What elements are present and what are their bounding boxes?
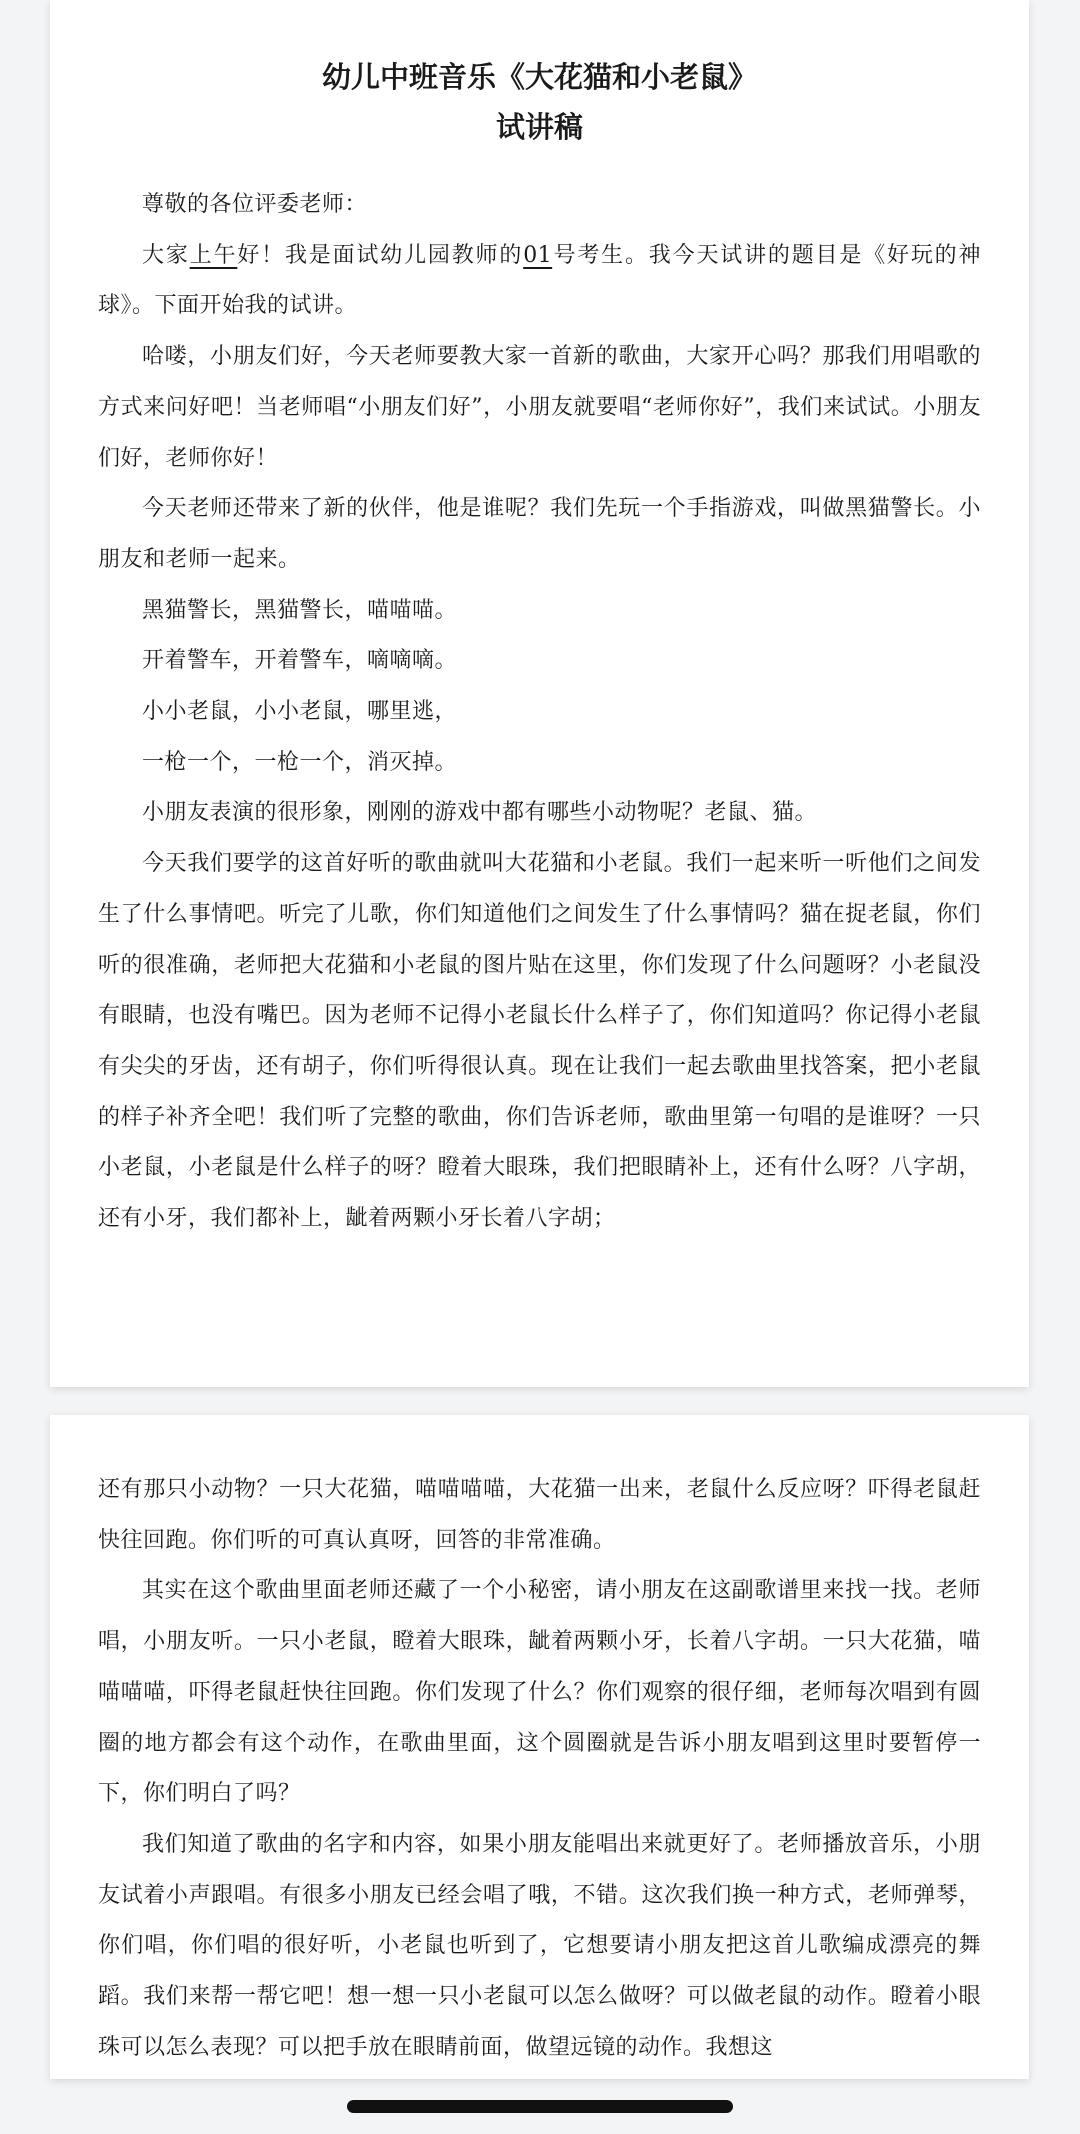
underlined-number: 01 — [523, 242, 553, 268]
rhyme-line-1: 黑猫警长，黑猫警长，喵喵喵。 — [142, 597, 458, 623]
page-1-body — [98, 180, 981, 1245]
paragraph-intro: 大家上午好！我是面试幼儿园教师的01号考生。我今天试讲的题目是《好玩的神球》。下面开始我的试讲。 — [98, 242, 981, 319]
document-page-1 — [50, 0, 1029, 1387]
paragraph-hello: 哈喽，小朋友们好，今天老师要教大家一首新的歌曲，大家开心吗？那我们用唱歌的方式来问好吧！当老师唱“小朋友们好”，小朋友就要唱“老师你好”，我们来试试。小朋友们好，老师你好！ — [98, 344, 981, 471]
page-2-body — [98, 1415, 981, 2073]
paragraph-finger-game: 今天老师还带来了新的伙伴，他是谁呢？我们先玩一个手指游戏，叫做黑猫警长。小朋友和老师一起来。 — [98, 496, 981, 572]
document-page-2 — [50, 1415, 1029, 2079]
paragraph-secret: 其实在这个歌曲里面老师还藏了一个小秘密，请小朋友在这副歌谱里来找一找。老师唱，小朋友听。一只小老鼠，瞪着大眼珠，龇着两颗小牙，长着八字胡。一只大花猫，喵喵喵喵，吓得老鼠赶快往回跑。你们发现了什么？你们观察的很仔细，老师每次唱到有圆圈的地方都会有这个动作，在歌曲里面，这个圆圈就是告诉小朋友唱到这里时要暂停一下，你们明白了吗？ — [98, 1578, 981, 1807]
rhyme-line-4: 一枪一个，一枪一个，消灭掉。 — [142, 749, 458, 775]
document-title: 幼儿中班音乐《大花猫和小老鼠》 — [321, 60, 757, 94]
paragraph-singing: 我们知道了歌曲的名字和内容，如果小朋友能唱出来就更好了。老师播放音乐，小朋友试着小声跟唱。有很多小朋友已经会唱了哦，不错。这次我们换一种方式，老师弹琴，你们唱，你们唱的很好听，小老鼠也听到了，它想要请小朋友把这首儿歌编成漂亮的舞蹈。我们来帮一帮它吧！想一想一只小老鼠可以怎么做呀？可以做老鼠的动作。瞪着小眼珠可以怎么表现？可以把手放在眼睛前面，做望远镜的动作。我想这 — [98, 1831, 981, 2060]
paragraph-song: 今天我们要学的这首好听的歌曲就叫大花猫和小老鼠。我们一起来听一听他们之间发生了什么事情吧。听完了儿歌，你们知道他们之间发生了什么事情吗？猫在捉老鼠，你们听的很准确，老师把大花猫和小老鼠的图片贴在这里，你们发现了什么问题呀？小老鼠没有眼睛，也没有嘴巴。因为老师不记得小老鼠长什么样子了，你们知道吗？你记得小老鼠有尖尖的牙齿，还有胡子，你们听得很认真。现在让我们一起去歌曲里找答案，把小老鼠的样子补齐全吧！我们听了完整的歌曲，你们告诉老师，歌曲里第一句唱的是谁呀？一只小老鼠，小老鼠是什么样子的呀？瞪着大眼珠，我们把眼睛补上，还有什么呀？八字胡，还有小牙，我们都补上，龇着两颗小牙长着八字胡； — [98, 851, 981, 1232]
paragraph-continuation: 还有那只小动物？一只大花猫，喵喵喵喵，大花猫一出来，老鼠什么反应呀？吓得老鼠赶快往回跑。你们听的可真认真呀，回答的非常准确。 — [98, 1477, 981, 1553]
document-subtitle: 试讲稿 — [495, 110, 583, 144]
paragraph-animals: 小朋友表演的很形象，刚刚的游戏中都有哪些小动物呢？老鼠、猫。 — [142, 800, 818, 826]
rhyme-line-3: 小小老鼠，小小老鼠，哪里逃， — [142, 699, 458, 725]
paragraph-greeting: 尊敬的各位评委老师： — [142, 192, 368, 217]
rhyme-line-2: 开着警车，开着警车，嘀嘀嘀。 — [142, 648, 458, 674]
home-indicator[interactable] — [347, 2100, 733, 2113]
underlined-time: 上午 — [189, 242, 238, 268]
